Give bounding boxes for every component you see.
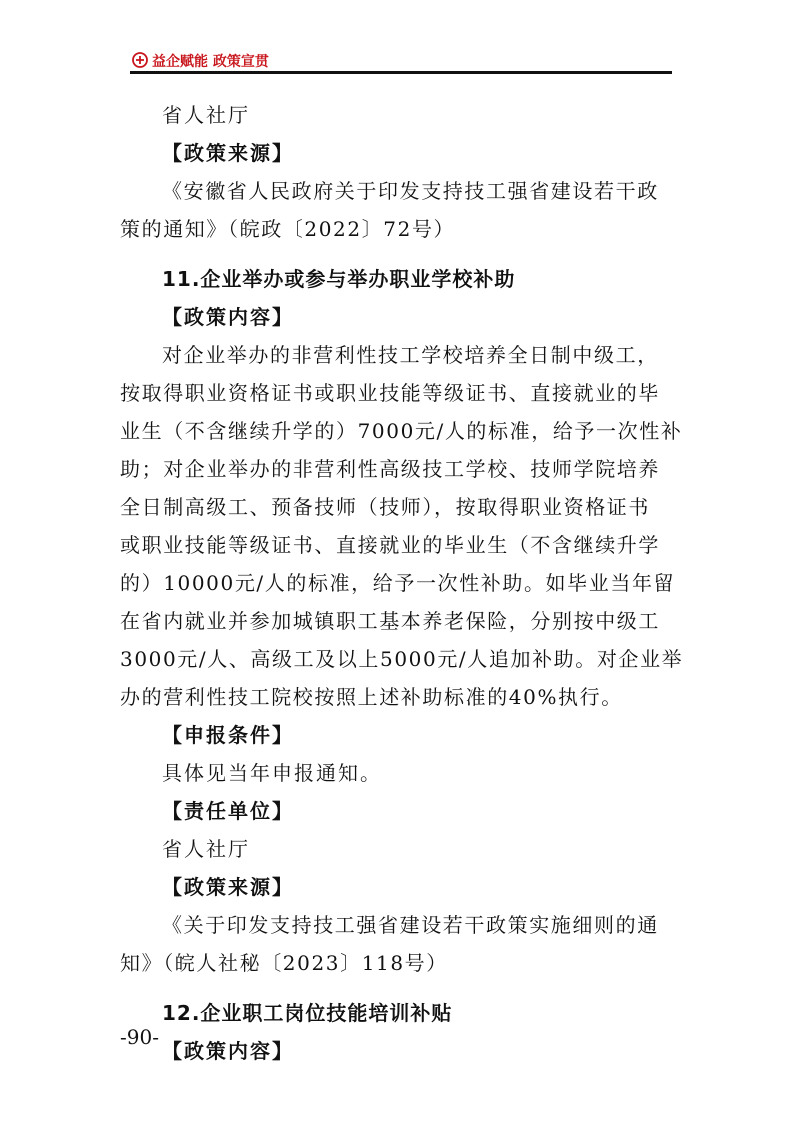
policy-content-line: 对企业举办的非营利性技工学校培养全日制中级工， [162,343,659,367]
policy-source-line: 知》（皖人社秘〔2023〕118号） [120,951,448,975]
policy-content-line: 3000元/人、高级工及以上5000元/人追加补助。对企业举 [120,647,684,671]
application-conditions-heading: 【申报条件】 [162,723,294,747]
section-11-title: 11.企业举办或参与举办职业学校补助 [162,267,516,291]
brand-logo-icon [132,52,148,68]
policy-source-heading: 【政策来源】 [162,875,294,899]
policy-source-line: 《安徽省人民政府关于印发支持技工强省建设若干政 [162,179,659,203]
document-body [120,96,684,1070]
policy-source-line: 《关于印发支持技工强省建设若干政策实施细则的通 [162,913,659,937]
policy-content-heading: 【政策内容】 [162,305,294,329]
policy-content-line: 全日制高级工、预备技师（技师），按取得职业资格证书 [120,495,650,519]
responsible-unit-heading: 【责任单位】 [162,799,294,823]
policy-content-line: 或职业技能等级证书、直接就业的毕业生（不含继续升学 [120,533,660,557]
policy-content-line: 办的营利性技工院校按照上述补助标准的40%执行。 [120,685,623,709]
policy-content-line: 业生（不含继续升学的）7000元/人的标准，给予一次性补 [120,419,683,443]
policy-content-line: 助；对企业举办的非营利性高级技工学校、技师学院培养 [120,457,660,481]
responsible-unit-text: 省人社厅 [162,837,250,861]
policy-content-line: 在省内就业并参加城镇职工基本养老保险，分别按中级工 [120,609,660,633]
policy-content-line: 按取得职业资格证书或职业技能等级证书、直接就业的毕 [120,381,660,405]
policy-content-line: 的）10000元/人的标准，给予一次性补助。如毕业当年留 [120,571,676,595]
application-conditions-text: 具体见当年申报通知。 [162,761,382,785]
policy-source-heading: 【政策来源】 [162,141,294,165]
section-12-title: 12.企业职工岗位技能培训补贴 [162,1001,453,1025]
policy-content-heading: 【政策内容】 [162,1039,294,1063]
policy-source-line: 策的通知》（皖政〔2022〕72号） [120,217,456,241]
page-number: -90- [120,1025,159,1049]
responsible-unit-text: 省人社厅 [162,103,250,127]
header-brand-text: 益企赋能 政策宣贯 [152,54,269,70]
header-divider [130,71,672,74]
